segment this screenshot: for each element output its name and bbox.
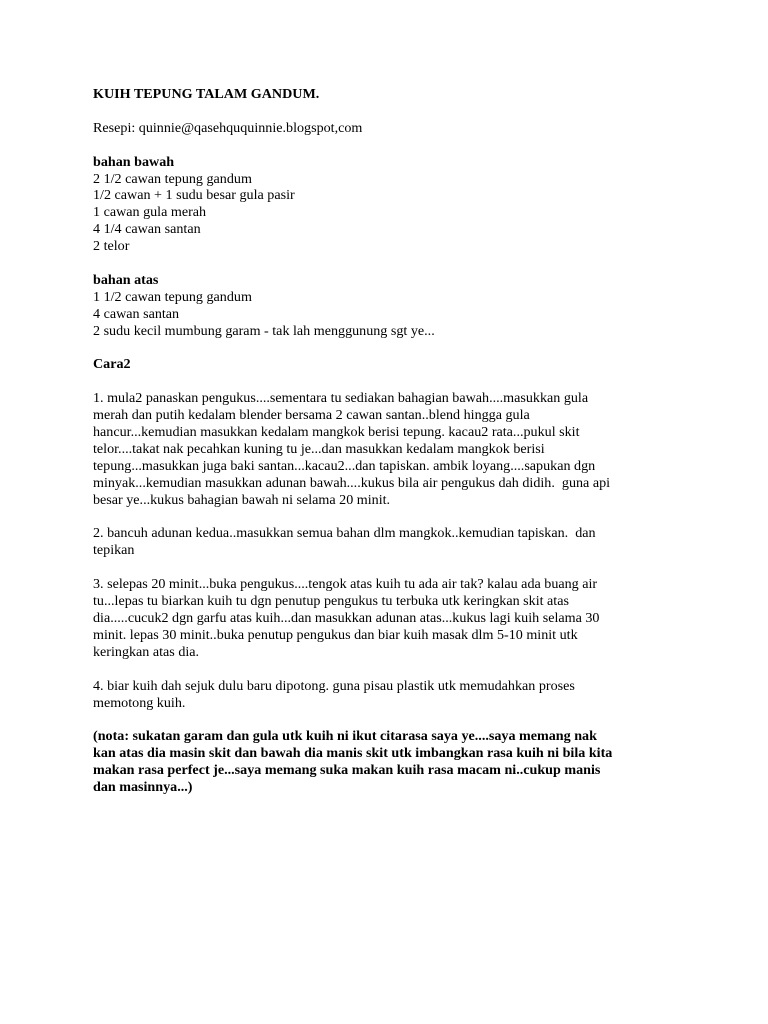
recipe-source: Resepi: quinnie@qasehququinnie.blogspot,com bbox=[93, 119, 363, 136]
ingredient-item: 1 cawan gula merah bbox=[93, 204, 207, 221]
recipe-document bbox=[93, 86, 683, 813]
method-heading-block bbox=[93, 356, 683, 373]
method-step-line: merah dan putih kedalam blender bersama 2 cawan santan..blend hingga gula bbox=[93, 407, 530, 424]
ingredient-item: 4 cawan santan bbox=[93, 305, 180, 322]
method-step-line: minit. lepas 30 minit..buka penutup pengukus dan biar kuih masak dlm 5-10 minit utk bbox=[93, 626, 578, 643]
bottom-ingredients-section bbox=[93, 154, 683, 255]
note-line: makan rasa perfect je...saya memang suka makan kuih rasa macam ni..cukup manis bbox=[93, 762, 601, 779]
top-ingredients-section bbox=[93, 272, 683, 340]
method-step-line: keringkan atas dia. bbox=[93, 643, 200, 660]
ingredient-item: 2 telor bbox=[93, 238, 130, 255]
method-step-line: hancur...kemudian masukkan kedalam mangkok berisi tepung. kacau2 rata...pukul skit bbox=[93, 424, 580, 441]
recipe-title: KUIH TEPUNG TALAM GANDUM. bbox=[93, 86, 320, 102]
ingredient-item: 2 1/2 cawan tepung gandum bbox=[93, 170, 252, 187]
recipe-title-block bbox=[93, 86, 683, 103]
bottom-ingredients-heading: bahan bawah bbox=[93, 153, 175, 170]
method-step-line: tepikan bbox=[93, 542, 135, 559]
ingredient-item: 1/2 cawan + 1 sudu besar gula pasir bbox=[93, 187, 295, 204]
recipe-note bbox=[93, 728, 683, 796]
note-line: dan masinnya...) bbox=[93, 779, 193, 796]
top-ingredients-heading: bahan atas bbox=[93, 271, 159, 288]
method-heading: Cara2 bbox=[93, 356, 131, 373]
method-step-line: memotong kuih. bbox=[93, 694, 186, 711]
method-step-2 bbox=[93, 525, 683, 559]
method-step-3 bbox=[93, 576, 683, 661]
method-step-4 bbox=[93, 678, 683, 712]
ingredient-item: 4 1/4 cawan santan bbox=[93, 221, 201, 238]
ingredient-item: 2 sudu kecil mumbung garam - tak lah menggunung sgt ye... bbox=[93, 322, 435, 339]
recipe-source-block bbox=[93, 120, 683, 137]
method-step-line: tu...lepas tu biarkan kuih tu dgn penutup pengukus tu terbuka utk keringkan skit atas bbox=[93, 593, 569, 610]
method-step-line: dia.....cucuk2 dgn garfu atas kuih...dan masukkan adunan atas...kukus lagi kuih selama 30 bbox=[93, 609, 600, 626]
note-line: (nota: sukatan garam dan gula utk kuih ni ikut citarasa saya ye....saya memang nak bbox=[93, 728, 597, 745]
method-step-line: 2. bancuh adunan kedua..masukkan semua bahan dlm mangkok..kemudian tapiskan. dan bbox=[93, 525, 596, 542]
method-step-1 bbox=[93, 390, 683, 508]
ingredient-item: 1 1/2 cawan tepung gandum bbox=[93, 288, 252, 305]
method-step-line: 1. mula2 panaskan pengukus....sementara tu sediakan bahagian bawah....masukkan gula bbox=[93, 390, 589, 407]
method-step-line: besar ye...kukus bahagian bawah ni selama 20 minit. bbox=[93, 491, 391, 508]
method-step-line: telor....takat nak pecahkan kuning tu je...dan masukkan kedalam mangkok berisi bbox=[93, 440, 545, 457]
method-step-line: minyak...kemudian masukkan adunan bawah....kukus bila air pengukus dah didih. guna api bbox=[93, 474, 611, 491]
note-line: kan atas dia masin skit dan bawah dia manis skit utk imbangkan rasa kuih ni bila kita bbox=[93, 745, 613, 762]
method-step-line: 4. biar kuih dah sejuk dulu baru dipotong. guna pisau plastik utk memudahkan proses bbox=[93, 677, 575, 694]
method-step-line: tepung...masukkan juga baki santan...kacau2...dan tapiskan. ambik loyang....sapukan dgn bbox=[93, 457, 596, 474]
method-step-line: 3. selepas 20 minit...buka pengukus....tengok atas kuih tu ada air tak? kalau ada buang air bbox=[93, 576, 598, 593]
